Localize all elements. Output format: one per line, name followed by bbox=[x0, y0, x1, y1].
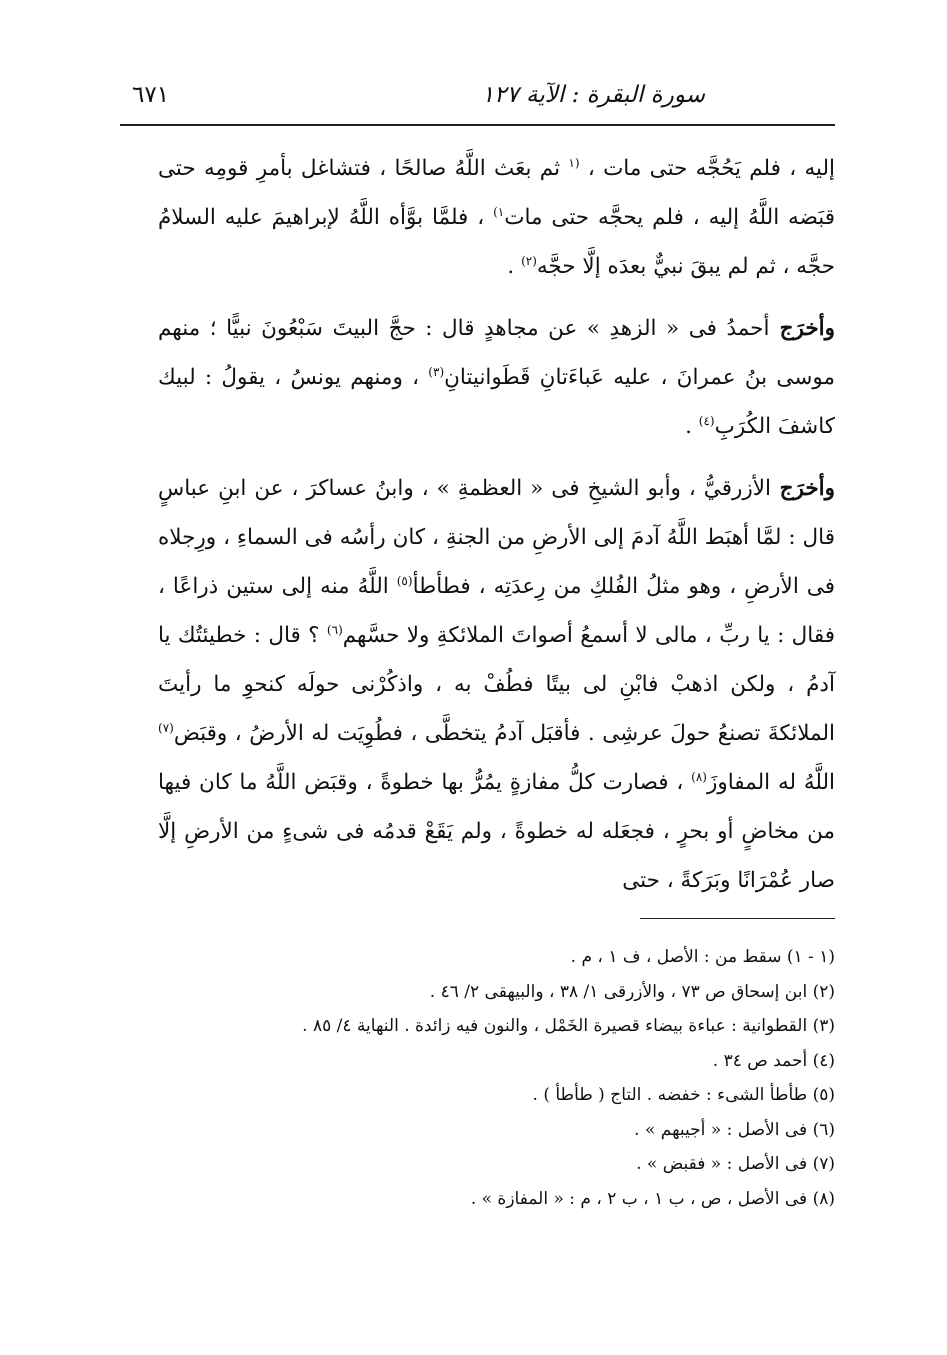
footnote: (٨) فى الأصل ، ص ، ب ١ ، ب ٢ ، م : « المفازة » . bbox=[470, 1188, 835, 1209]
footnote: (٦) فى الأصل : « أجيبهم » . bbox=[634, 1119, 835, 1140]
text-run: الأزرقيُّ ، وأبو الشيخِ فى « العظمةِ » ، وابنُ عساكرَ ، عن ابنِ عباسٍ قال : لمَّا أهبَط اللَّهُ آدمَ إلى الأرضِ من الجنةِ ، كان رأسُه فى السماءِ ، ورِجلاه فى الأرضِ ، وهو مثلُ الفُلكِ من رِعدَتِه ، فطأطأ bbox=[158, 476, 835, 599]
footnote-marker: ١) bbox=[493, 204, 505, 219]
running-title: سورة البقرة : الآية ١٢٧ bbox=[481, 82, 705, 108]
text-run: . bbox=[685, 414, 699, 439]
footnote-marker: (٧) bbox=[158, 720, 174, 735]
footnote: (١ - ١) سقط من : الأصل ، ف ١ ، م . bbox=[570, 947, 835, 967]
footnotes bbox=[158, 940, 835, 1216]
footnote-marker: (٦) bbox=[326, 622, 343, 637]
text-run: ، فلمَّا بوَّأه اللَّهُ لإبراهيمَ عليه السلامُ حجَّه ، ثم لم يبقَ نبيٌّ بعدَه إلَّا حجَّه bbox=[158, 205, 835, 279]
footnote-marker: (٨) bbox=[691, 769, 707, 784]
page-number: ٦٧١ bbox=[132, 82, 170, 108]
header-rule bbox=[120, 124, 835, 126]
text-run: إليه ، فلم يَحُجَّه حتى مات ، bbox=[579, 156, 835, 181]
text-run: ، ومنهم يونسُ ، يقولُ : لبيك كاشفَ الكُرَبِ bbox=[158, 365, 835, 439]
text-run: ثم بعَث اللَّهُ صالحًا ، فتشاغل بأمرِ قومِه حتى قبَضه اللَّهُ إليه ، فلم يحجَّه حتى مات bbox=[158, 156, 835, 230]
text-run: اللَّهُ له المفاوزَ bbox=[706, 770, 835, 795]
paragraph-lead-word: وأخرَج bbox=[771, 476, 836, 501]
footnote-marker: (٢) bbox=[521, 253, 537, 268]
footnote-marker: (٥) bbox=[396, 573, 413, 588]
footnote: (٢) ابن إسحاق ص ٧٣ ، والأزرقى ١/ ٣٨ ، والبيهقى ٢/ ٤٦ . bbox=[429, 981, 835, 1002]
main-text bbox=[158, 144, 835, 905]
text-run: ؟ قال : خطيئتُك يا آدمُ ، ولكن اذهبْ فابْنِ لى بيتًا فطُفْ به ، واذكُرْنى حولَه كنحوِ ما رأيتَ الملائكةَ تصنعُ حولَ عرشِى . فأقبَل آدمُ يتخطَّى ، فطُوِيَت له الأرضُ ، وقبَض bbox=[158, 623, 835, 746]
text-run: . bbox=[507, 254, 522, 279]
footnote-marker: (١ bbox=[568, 155, 580, 170]
text-run: اللَّهُ منه إلى ستين ذراعًا ، فقال : يا ربِّ ، مالى لا أسمعُ أصواتَ الملائكةِ ولا حسَّهم bbox=[158, 574, 835, 648]
text-run: أحمدُ فى « الزهدِ » عن مجاهدٍ قال : حجَّ البيتَ سَبْعُونَ نبيًّا ؛ منهم موسى بنُ عمرانَ ، عليه عَباءَتانِ قَطَوانيتانِ bbox=[158, 316, 835, 390]
footnote-separator bbox=[640, 918, 835, 919]
footnote: (٤) أحمد ص ٣٤ . bbox=[712, 1050, 835, 1071]
footnote: (٥) طأطأ الشىء : خفضه . التاج ( طأطأ ) . bbox=[532, 1085, 835, 1105]
paragraph-lead-word: وأخرَج bbox=[769, 316, 836, 341]
paragraph bbox=[158, 304, 835, 451]
footnote-marker: (٤) bbox=[698, 413, 715, 428]
footnote: (٧) فى الأصل : « فقبض » . bbox=[636, 1154, 835, 1174]
footnote-marker: (٣) bbox=[428, 364, 445, 379]
page-header bbox=[120, 78, 835, 122]
text-run: ، فصارت كلُّ مفازةٍ يمُرُّ بها خطوةً ، وقبَض اللَّهُ ما كان فيها من مخاضٍ أو بحرٍ ، فجعَله له خطوةً ، ولم يَقَعْ قدمُه فى شىءٍ من الأرضِ إلَّا صار عُمْرَانًا وبَرَكةً ، حتى bbox=[158, 770, 835, 893]
paragraph bbox=[158, 144, 835, 291]
paragraph bbox=[158, 464, 835, 905]
footnote: (٣) القطوانية : عباءة بيضاء قصيرة الخَمْل ، والنون فيه زائدة . النهاية ٤/ ٨٥ . bbox=[302, 1016, 835, 1036]
